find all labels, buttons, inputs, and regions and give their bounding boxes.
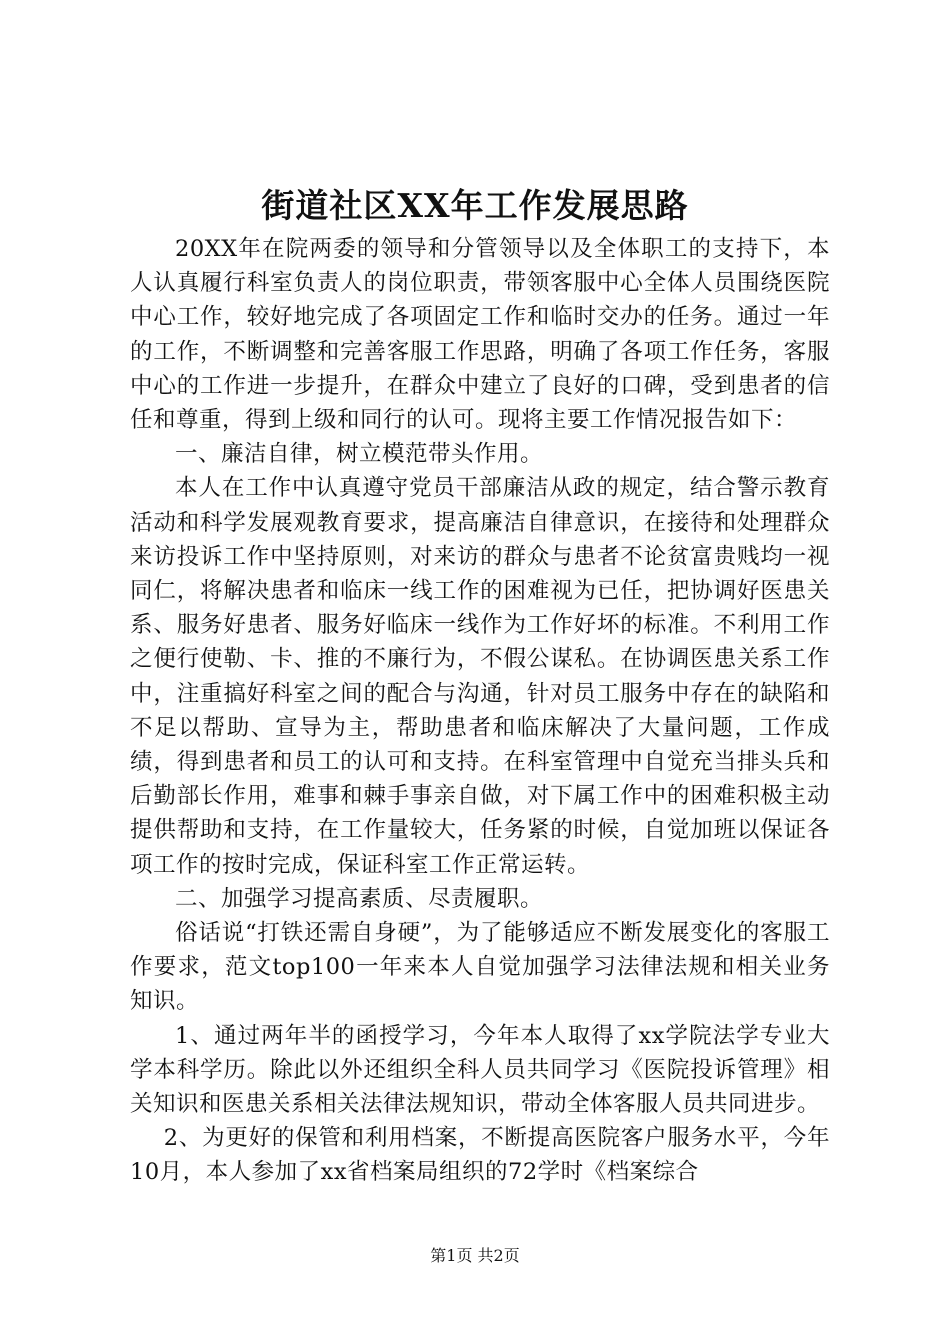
section-heading-1: 一、廉洁自律，树立模范带头作用。	[175, 441, 544, 468]
paragraph-item-1: 1、通过两年半的函授学习，今年本人取得了xx学院法学专业大学本科学历。除此以外还组织全科人员共同学习《医院投诉管理》相关知识和医患关系相关法律法规知识，带动全体客服人员共同进步。	[130, 1022, 830, 1118]
section-heading-2: 二、加强学习提高素质、尽责履职。	[175, 885, 544, 912]
paragraph-section-2: 俗话说“打铁还需自身硬”，为了能够适应不断发展变化的客服工作要求，范文top100一年来本人自觉加强学习法律法规和相关业务知识。	[130, 920, 830, 1015]
document-body	[130, 232, 830, 1190]
page-footer: 第1页 共2页	[430, 1246, 520, 1265]
paragraph-item-2: 2、为更好的保管和利用档案，不断提高医院客户服务水平，今年10月，本人参加了xx省档案局组织的72学时《档案综合	[130, 1125, 830, 1186]
paragraph-section-1: 本人在工作中认真遵守党员干部廉洁从政的规定，结合警示教育活动和科学发展观教育要求，提高廉洁自律意识，在接待和处理群众来访投诉工作中坚持原则，对来访的群众与患者不论贫富贵贱均一视同仁，将解决患者和临床一线工作的困难视为已任，把协调好医患关系、服务好患者、服务好临床一线作为工作好坏的标准。不利用工作之便行使勒、卡、推的不廉行为，不假公谋私。在协调医患关系工作中，注重搞好科室之间的配合与沟通，针对员工服务中存在的缺陷和不足以帮助、宣导为主，帮助患者和临床解决了大量问题，工作成绩，得到患者和员工的认可和支持。在科室管理中自觉充当排头兵和后勤部长作用，难事和棘手事亲自做，对下属工作中的困难积极主动提供帮助和支持，在工作量较大，任务紧的时候，自觉加班以保证各项工作的按时完成，保证科室工作正常运转。	[130, 475, 830, 878]
paragraph-intro: 20XX年在院两委的领导和分管领导以及全体职工的支持下，本人认真履行科室负责人的岗位职责，带领客服中心全体人员围绕医院中心工作，较好地完成了各项固定工作和临时交办的任务。通过一年的工作，不断调整和完善客服工作思路，明确了各项工作任务，客服中心的工作进一步提升，在群众中建立了良好的口碑，受到患者的信任和尊重，得到上级和同行的认可。现将主要工作情况报告如下：	[130, 236, 830, 434]
document-title: 街道社区XX年工作发展思路	[261, 186, 689, 225]
